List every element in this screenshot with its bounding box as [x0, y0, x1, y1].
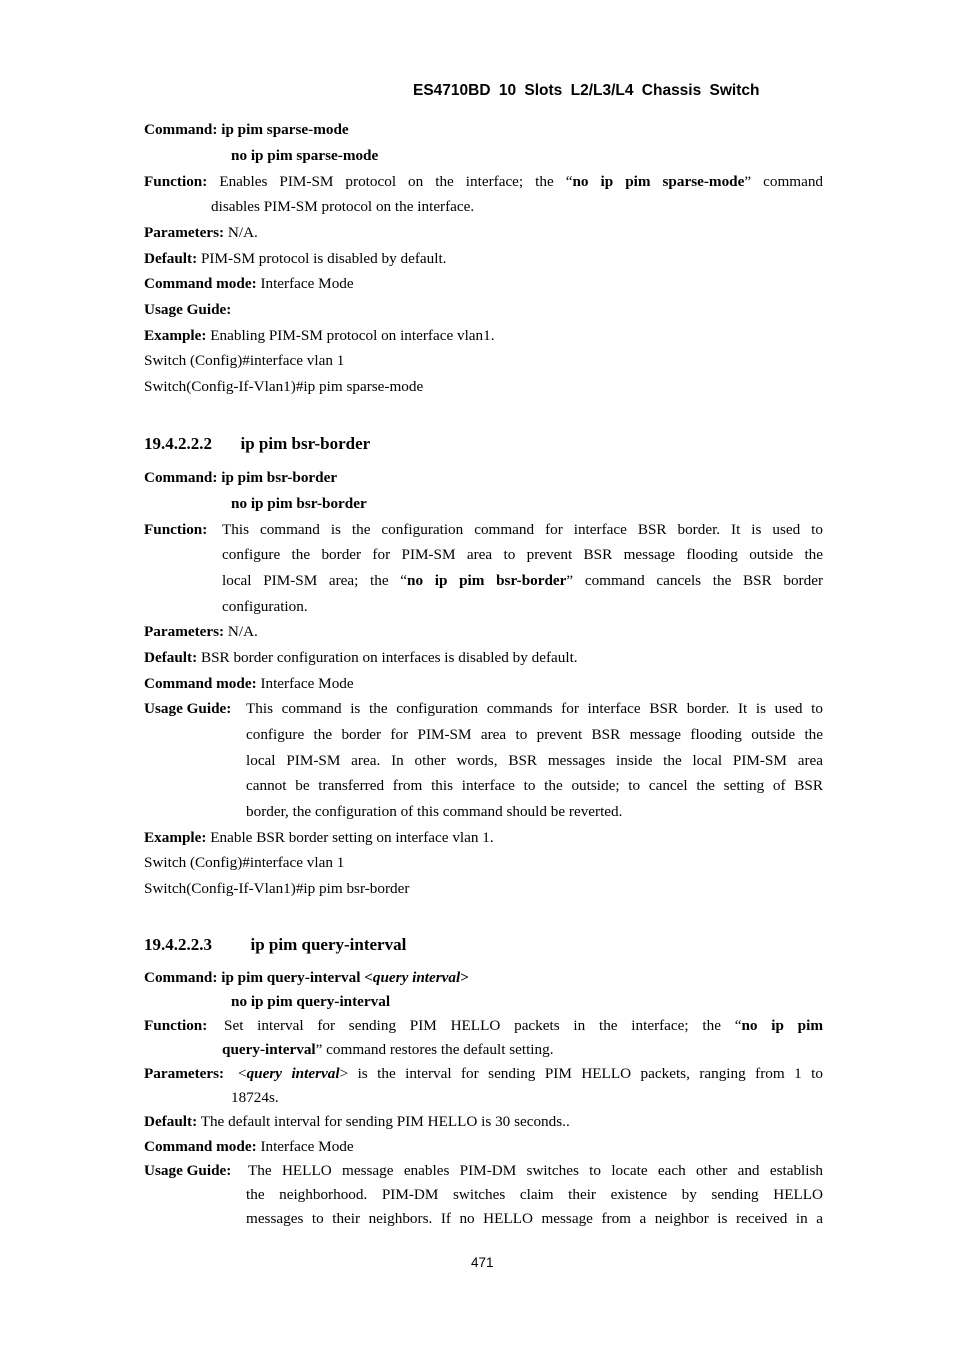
usage-guide-text: The HELLO message enables PIM-DM switches to locate each other and establish [248, 1162, 823, 1179]
function-continuation: disables PIM-SM protocol on the interface. [211, 198, 475, 215]
section-title: ip pim bsr-border [240, 434, 371, 453]
usage-guide-text: This command is the configuration commands for interface BSR border. It is used to [246, 700, 823, 717]
command-mode-text: Interface Mode [260, 1138, 354, 1155]
function-label: Function: [144, 173, 208, 190]
default-label: Default: [144, 1113, 198, 1130]
function-text: ” command restores the default setting. [315, 1041, 554, 1058]
parameters-label: Parameters: [144, 623, 225, 640]
command-line [144, 122, 349, 137]
function-text [224, 1018, 823, 1033]
default-line [144, 251, 446, 266]
parameters-text [238, 1066, 823, 1081]
parameters-label: Parameters: [144, 224, 225, 241]
function-text: configuration. [222, 598, 308, 615]
command-syntax: > [460, 969, 469, 986]
function-command: no ip pim [741, 1017, 824, 1034]
example-line [144, 830, 494, 845]
function-text: ” command [744, 173, 824, 190]
default-text: PIM-SM protocol is disabled by default. [200, 250, 447, 267]
command-mode-line [144, 676, 354, 691]
section-title: ip pim query-interval [250, 935, 407, 954]
command-syntax: ip pim bsr-border [221, 469, 338, 486]
command-label: Command: [144, 969, 218, 986]
section-heading [144, 435, 370, 452]
usage-guide-label: Usage Guide: [144, 700, 232, 717]
default-line [144, 1114, 570, 1129]
usage-guide-text: the neighborhood. PIM-DM switches claim their existence by sending HELLO [246, 1186, 823, 1203]
section-number: 19.4.2.2.3 [144, 935, 212, 954]
function-label: Function: [144, 521, 208, 538]
usage-guide-label: Usage Guide: [144, 1162, 232, 1179]
example-label: Example: [144, 327, 207, 344]
default-label: Default: [144, 250, 198, 267]
section-number: 19.4.2.2.2 [144, 434, 212, 453]
parameters-text: < [238, 1065, 247, 1082]
parameter-argument: query interval [246, 1065, 340, 1082]
function-text [222, 573, 823, 588]
page-number: 471 [471, 1255, 494, 1270]
function-text: Set interval for sending PIM HELLO packets in the interface; the “ [224, 1017, 742, 1034]
command-no-form: no ip pim bsr-border [231, 495, 367, 512]
section-heading [144, 936, 406, 953]
parameters-line [144, 624, 258, 639]
function-text: configure the border for PIM-SM area to prevent BSR message flooding outside the [222, 546, 823, 563]
function-command: query-interval [222, 1041, 316, 1058]
document-header: ES4710BD 10 Slots L2/L3/L4 Chassis Switch [413, 82, 760, 99]
parameters-line [144, 225, 258, 240]
default-text: BSR border configuration on interfaces is disabled by default. [200, 649, 578, 666]
command-line [144, 970, 469, 985]
example-label: Example: [144, 829, 207, 846]
command-mode-label: Command mode: [144, 675, 257, 692]
function-text: local PIM-SM area; the “ [222, 572, 408, 589]
usage-guide-text: border, the configuration of this command should be reverted. [246, 803, 623, 820]
usage-guide-text: cannot be transferred from this interface to the outside; to cancel the setting of BSR [246, 777, 823, 794]
parameters-label: Parameters: [144, 1065, 225, 1082]
function-text [222, 1042, 554, 1057]
usage-guide-text: configure the border for PIM-SM area to prevent BSR message flooding outside the [246, 726, 823, 743]
parameters-text: 18724s. [231, 1089, 279, 1106]
command-mode-text: Interface Mode [260, 275, 354, 292]
function-text: Enables PIM-SM protocol on the interface; the “ [219, 173, 573, 190]
function-text: This command is the configuration command for interface BSR border. It is used to [222, 521, 823, 538]
parameters-text: N/A. [227, 224, 258, 241]
example-text: Enable BSR border setting on interface vlan 1. [210, 829, 494, 846]
example-code-line: Switch(Config-If-Vlan1)#ip pim sparse-mode [144, 378, 424, 395]
example-text: Enabling PIM-SM protocol on interface vlan1. [210, 327, 495, 344]
command-mode-line [144, 1139, 354, 1154]
example-code-line: Switch (Config)#interface vlan 1 [144, 352, 345, 369]
default-text: The default interval for sending PIM HELLO is 30 seconds.. [200, 1113, 570, 1130]
command-no-form: no ip pim query-interval [231, 993, 391, 1010]
command-syntax: ip pim query-interval < [221, 969, 373, 986]
usage-guide-text: local PIM-SM area. In other words, BSR messages inside the local PIM-SM area [246, 752, 823, 769]
command-mode-label: Command mode: [144, 1138, 257, 1155]
default-line [144, 650, 578, 665]
command-argument: query interval [372, 969, 461, 986]
command-syntax: ip pim sparse-mode [221, 121, 349, 138]
example-line [144, 328, 495, 343]
usage-guide-label: Usage Guide: [144, 301, 232, 318]
default-label: Default: [144, 649, 198, 666]
command-mode-text: Interface Mode [260, 675, 354, 692]
command-mode-label: Command mode: [144, 275, 257, 292]
usage-guide-text: messages to their neighbors. If no HELLO message from a neighbor is received in a [246, 1210, 823, 1227]
parameters-text: N/A. [227, 623, 258, 640]
parameters-text: > is the interval for sending PIM HELLO packets, ranging from 1 to [339, 1065, 823, 1082]
function-label: Function: [144, 1017, 208, 1034]
command-mode-line [144, 276, 354, 291]
function-command: no ip pim bsr-border [407, 572, 567, 589]
example-code-line: Switch (Config)#interface vlan 1 [144, 854, 345, 871]
command-label: Command: [144, 469, 218, 486]
function-line [144, 174, 823, 189]
command-line [144, 470, 337, 485]
function-command: no ip pim sparse-mode [572, 173, 745, 190]
example-code-line: Switch(Config-If-Vlan1)#ip pim bsr-border [144, 880, 410, 897]
command-no-form: no ip pim sparse-mode [231, 147, 379, 164]
command-label: Command: [144, 121, 218, 138]
function-text: ” command cancels the BSR border [566, 572, 824, 589]
